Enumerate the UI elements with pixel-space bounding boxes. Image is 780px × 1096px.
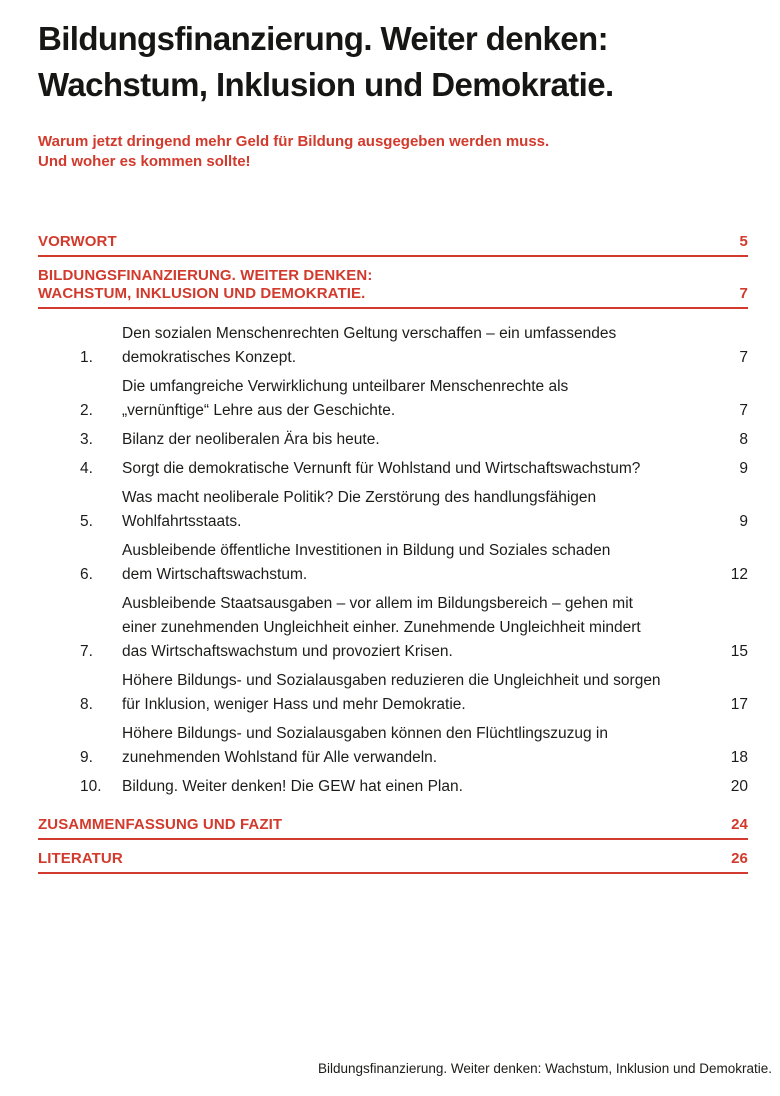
toc-item-text [122,669,710,717]
toc-item-number: 1. [80,349,93,366]
toc-item-number: 3. [80,431,93,448]
toc-page-number: 12 [730,566,748,583]
page-subtitle-line2: Und woher es kommen sollte! [38,153,251,170]
toc-item-text [122,457,710,481]
toc-page-number: 7 [739,349,748,366]
toc-page-number: 7 [739,402,748,419]
toc-item-text [122,486,710,534]
toc-page-number: 5 [739,233,748,250]
toc-text-line: „vernünftige“ Lehre aus der Geschichte. [122,402,396,419]
toc-text-line: Den sozialen Menschenrechten Geltung verschaffen – ein umfassendes [122,325,617,342]
toc-item-text [122,428,710,452]
toc-text-line: einer zunehmenden Ungleichheit einher. Zunehmende Ungleichheit mindert [122,619,641,636]
footer-running-title: Bildungsfinanzierung. Weiter denken: Wachstum, Inklusion und Demokratie. [318,1061,772,1076]
toc-text-line: Wohlfahrtsstaats. [122,513,242,530]
toc-item-row [38,539,748,587]
toc-item-row [38,375,748,423]
toc-page-number: 26 [731,850,748,867]
toc-text-line: demokratisches Konzept. [122,349,297,366]
toc-item-text [122,375,710,423]
toc-text-line: Höhere Bildungs- und Sozialausgaben können den Flüchtlingszuzug in [122,725,608,742]
toc-item-text [122,775,710,799]
toc-page-number: 15 [730,643,748,660]
table-of-contents [38,233,748,874]
toc-section-row [38,816,748,840]
toc-text-line: Ausbleibende Staatsausgaben – vor allem im Bildungsbereich – gehen mit [122,595,633,612]
toc-text-line: BILDUNGSFINANZIERUNG. WEITER DENKEN: [38,267,373,284]
toc-page-number: 9 [739,460,748,477]
toc-page-number: 9 [739,513,748,530]
toc-text-line: VORWORT [38,233,117,250]
toc-section-title [38,233,710,251]
toc-item-text [122,322,710,370]
page-title-line2: Wachstum, Inklusion und Demokratie. [38,66,614,103]
toc-text-line: Bildung. Weiter denken! Die GEW hat einen Plan. [122,778,463,795]
toc-text-line: für Inklusion, weniger Hass und mehr Demokratie. [122,696,466,713]
toc-item-number: 10. [80,778,102,795]
toc-item-row [38,722,748,770]
toc-item-row [38,457,748,481]
toc-page-number: 18 [730,749,748,766]
toc-section-title [38,816,710,834]
toc-page-number: 17 [730,696,748,713]
toc-item-row [38,428,748,452]
page-subtitle-line1: Warum jetzt dringend mehr Geld für Bildung ausgegeben werden muss. [38,133,550,150]
toc-item-text [122,539,710,587]
toc-page-number: 20 [730,778,748,795]
toc-text-line: WACHSTUM, INKLUSION UND DEMOKRATIE. [38,285,366,302]
toc-text-line: Die umfangreiche Verwirklichung unteilbarer Menschenrechte als [122,378,569,395]
toc-item-row [38,669,748,717]
toc-page-number: 8 [739,431,748,448]
toc-text-line: LITERATUR [38,850,123,867]
toc-text-line: Ausbleibende öffentliche Investitionen in Bildung und Soziales schaden [122,542,611,559]
toc-item-number: 9. [80,749,93,766]
toc-item-row [38,322,748,370]
page-title [38,16,748,108]
toc-item-number: 4. [80,460,93,477]
toc-text-line: Sorgt die demokratische Vernunft für Wohlstand und Wirtschaftswachstum? [122,460,641,477]
toc-section-row [38,233,748,257]
toc-text-line: das Wirtschaftswachstum und provoziert Krisen. [122,643,453,660]
toc-page-number: 7 [739,285,748,302]
toc-item-text [122,592,710,664]
toc-section-title [38,267,710,303]
toc-section-row [38,267,748,309]
toc-text-line: Was macht neoliberale Politik? Die Zerstörung des handlungsfähigen [122,489,597,506]
toc-item-number: 7. [80,643,93,660]
page-title-line1: Bildungsfinanzierung. Weiter denken: [38,20,608,57]
toc-item-text [122,722,710,770]
toc-section-row [38,850,748,874]
toc-text-line: zunehmenden Wohlstand für Alle verwandeln. [122,749,438,766]
toc-text-line: ZUSAMMENFASSUNG UND FAZIT [38,816,283,833]
toc-item-number: 5. [80,513,93,530]
toc-item-row [38,775,748,799]
toc-text-line: Bilanz der neoliberalen Ära bis heute. [122,431,380,448]
toc-text-line: Höhere Bildungs- und Sozialausgaben reduzieren die Ungleichheit und sorgen [122,672,661,689]
toc-item-number: 6. [80,566,93,583]
toc-section-title [38,850,710,868]
toc-text-line: dem Wirtschaftswachstum. [122,566,308,583]
toc-item-number: 2. [80,402,93,419]
toc-item-row [38,592,748,664]
toc-page-number: 24 [731,816,748,833]
page-subtitle [38,132,748,172]
toc-item-number: 8. [80,696,93,713]
document-page [0,16,780,1096]
toc-item-row [38,486,748,534]
